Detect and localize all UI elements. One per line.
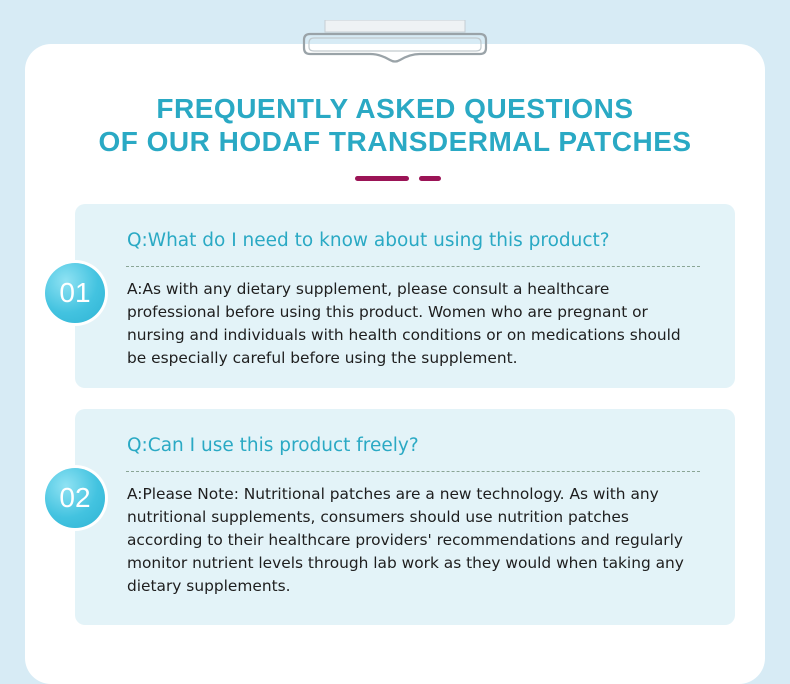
faq-answer: A:As with any dietary supplement, please consult a healthcare professional before using this product. Women who are pregnant or nursing and individuals with health conditions or on medications should be especially careful before using the supplement. (127, 280, 681, 367)
faq-number-badge: 01 (45, 263, 105, 323)
faq-separator (126, 266, 700, 267)
binder-clip-icon (300, 20, 490, 70)
faq-separator (126, 471, 700, 472)
faq-question: Q:Can I use this product freely? (127, 435, 419, 456)
page-title-line-1: FREQUENTLY ASKED QUESTIONS (156, 93, 634, 124)
faq-card-1 (75, 204, 735, 388)
faq-number-badge: 02 (45, 468, 105, 528)
title-divider-long (355, 176, 409, 181)
page-title-line-2: OF OUR HODAF TRANSDERMAL PATCHES (98, 126, 692, 157)
title-divider-short (419, 176, 441, 181)
faq-card-2 (75, 409, 735, 625)
faq-question: Q:What do I need to know about using this product? (127, 230, 610, 251)
faq-answer: A:Please Note: Nutritional patches are a new technology. As with any nutritional supplements, consumers should use nutrition patches according to their healthcare providers' recommendations and regularly monitor nutrient levels through lab work as they would when taking any dietary supplements. (127, 485, 684, 595)
